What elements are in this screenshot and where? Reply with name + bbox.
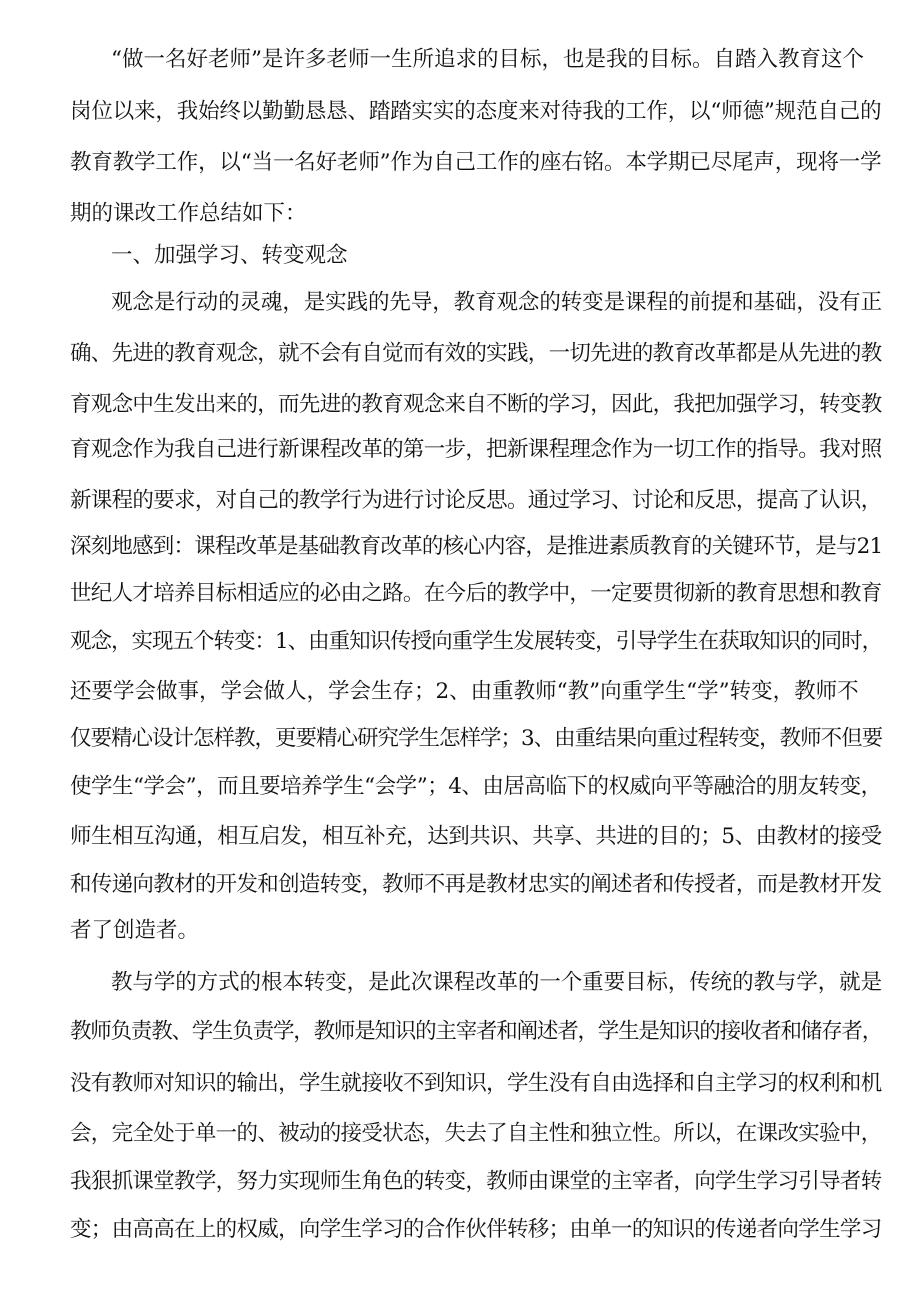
section-heading: 一、加强学习、转变观念 [111,243,348,268]
text-line: 新课程的要求，对自己的教学行为进行讨论反思。通过学习、讨论和反思，提高了认识， [70,488,882,513]
text-line: 没有教师对知识的输出，学生就接收不到知识，学生没有自由选择和自主学习的权利和机 [70,1071,882,1096]
text-line: 者了创造者。 [70,918,200,943]
text-line: 会，完全处于单一的、被动的接受状态，失去了自主性和独立性。所以，在课改实验中， [70,1121,882,1146]
text-line: 育观念中生发出来的，而先进的教育观念来自不断的学习，因此，我把加强学习，转变教 [70,392,882,417]
text-line: “做一名好老师”是许多老师一生所追求的目标，也是我的目标。自踏入教育这个 [111,47,864,72]
text-line: 教育教学工作，以“当一名好老师”作为自己工作的座右铭。本学期已尽尾声，现将一学 [70,150,882,175]
text-line: 仅要精心设计怎样教，更要精心研究学生怎样学；3、由重结果向重过程转变，教师不但要 [70,726,882,751]
text-line: 岗位以来，我始终以勤勤恳恳、踏踏实实的态度来对待我的工作，以“师德”规范自己的 [70,99,882,124]
text-line: 变；由高高在上的权威，向学生学习的合作伙伴转移；由单一的知识的传递者向学生学习 [70,1217,882,1242]
text-line: 世纪人才培养目标相适应的必由之路。在今后的教学中，一定要贯彻新的教育思想和教育 [70,581,882,606]
text-line: 我狠抓课堂教学，努力实现师生角色的转变，教师由课堂的主宰者，向学生学习引导者转 [70,1169,882,1194]
text-line: 观念是行动的灵魂，是实践的先导，教育观念的转变是课程的前提和基础，没有正 [111,290,882,315]
text-line: 师生相互沟通，相互启发，相互补充，达到共识、共享、共进的目的；5、由教材的接受 [70,824,882,849]
text-line: 确、先进的教育观念，就不会有自觉而有效的实践，一切先进的教育改革都是从先进的教 [70,341,882,366]
text-line: 期的课改工作总结如下： [70,201,307,226]
text-line: 深刻地感到：课程改革是基础教育改革的核心内容，是推进素质教育的关键环节，是与21 [70,534,882,559]
text-line: 教与学的方式的根本转变，是此次课程改革的一个重要目标，传统的教与学，就是 [111,970,882,995]
text-line: 使学生“学会”，而且要培养学生“会学”；4、由居高临下的权威向平等融洽的朋友转变， [70,774,882,799]
text-line: 教师负责教、学生负责学，教师是知识的主宰者和阐述者，学生是知识的接收者和储存者， [70,1019,882,1044]
text-line: 观念，实现五个转变：1、由重知识传授向重学生发展转变，引导学生在获取知识的同时， [70,629,882,654]
text-line: 育观念作为我自己进行新课程改革的第一步，把新课程理念作为一切工作的指导。我对照 [70,437,882,462]
text-line: 还要学会做事，学会做人，学会生存；2、由重教师“教”向重学生“学”转变，教师不 [70,679,859,704]
text-line: 和传递向教材的开发和创造转变，教师不再是教材忠实的阐述者和传授者，而是教材开发 [70,872,882,897]
